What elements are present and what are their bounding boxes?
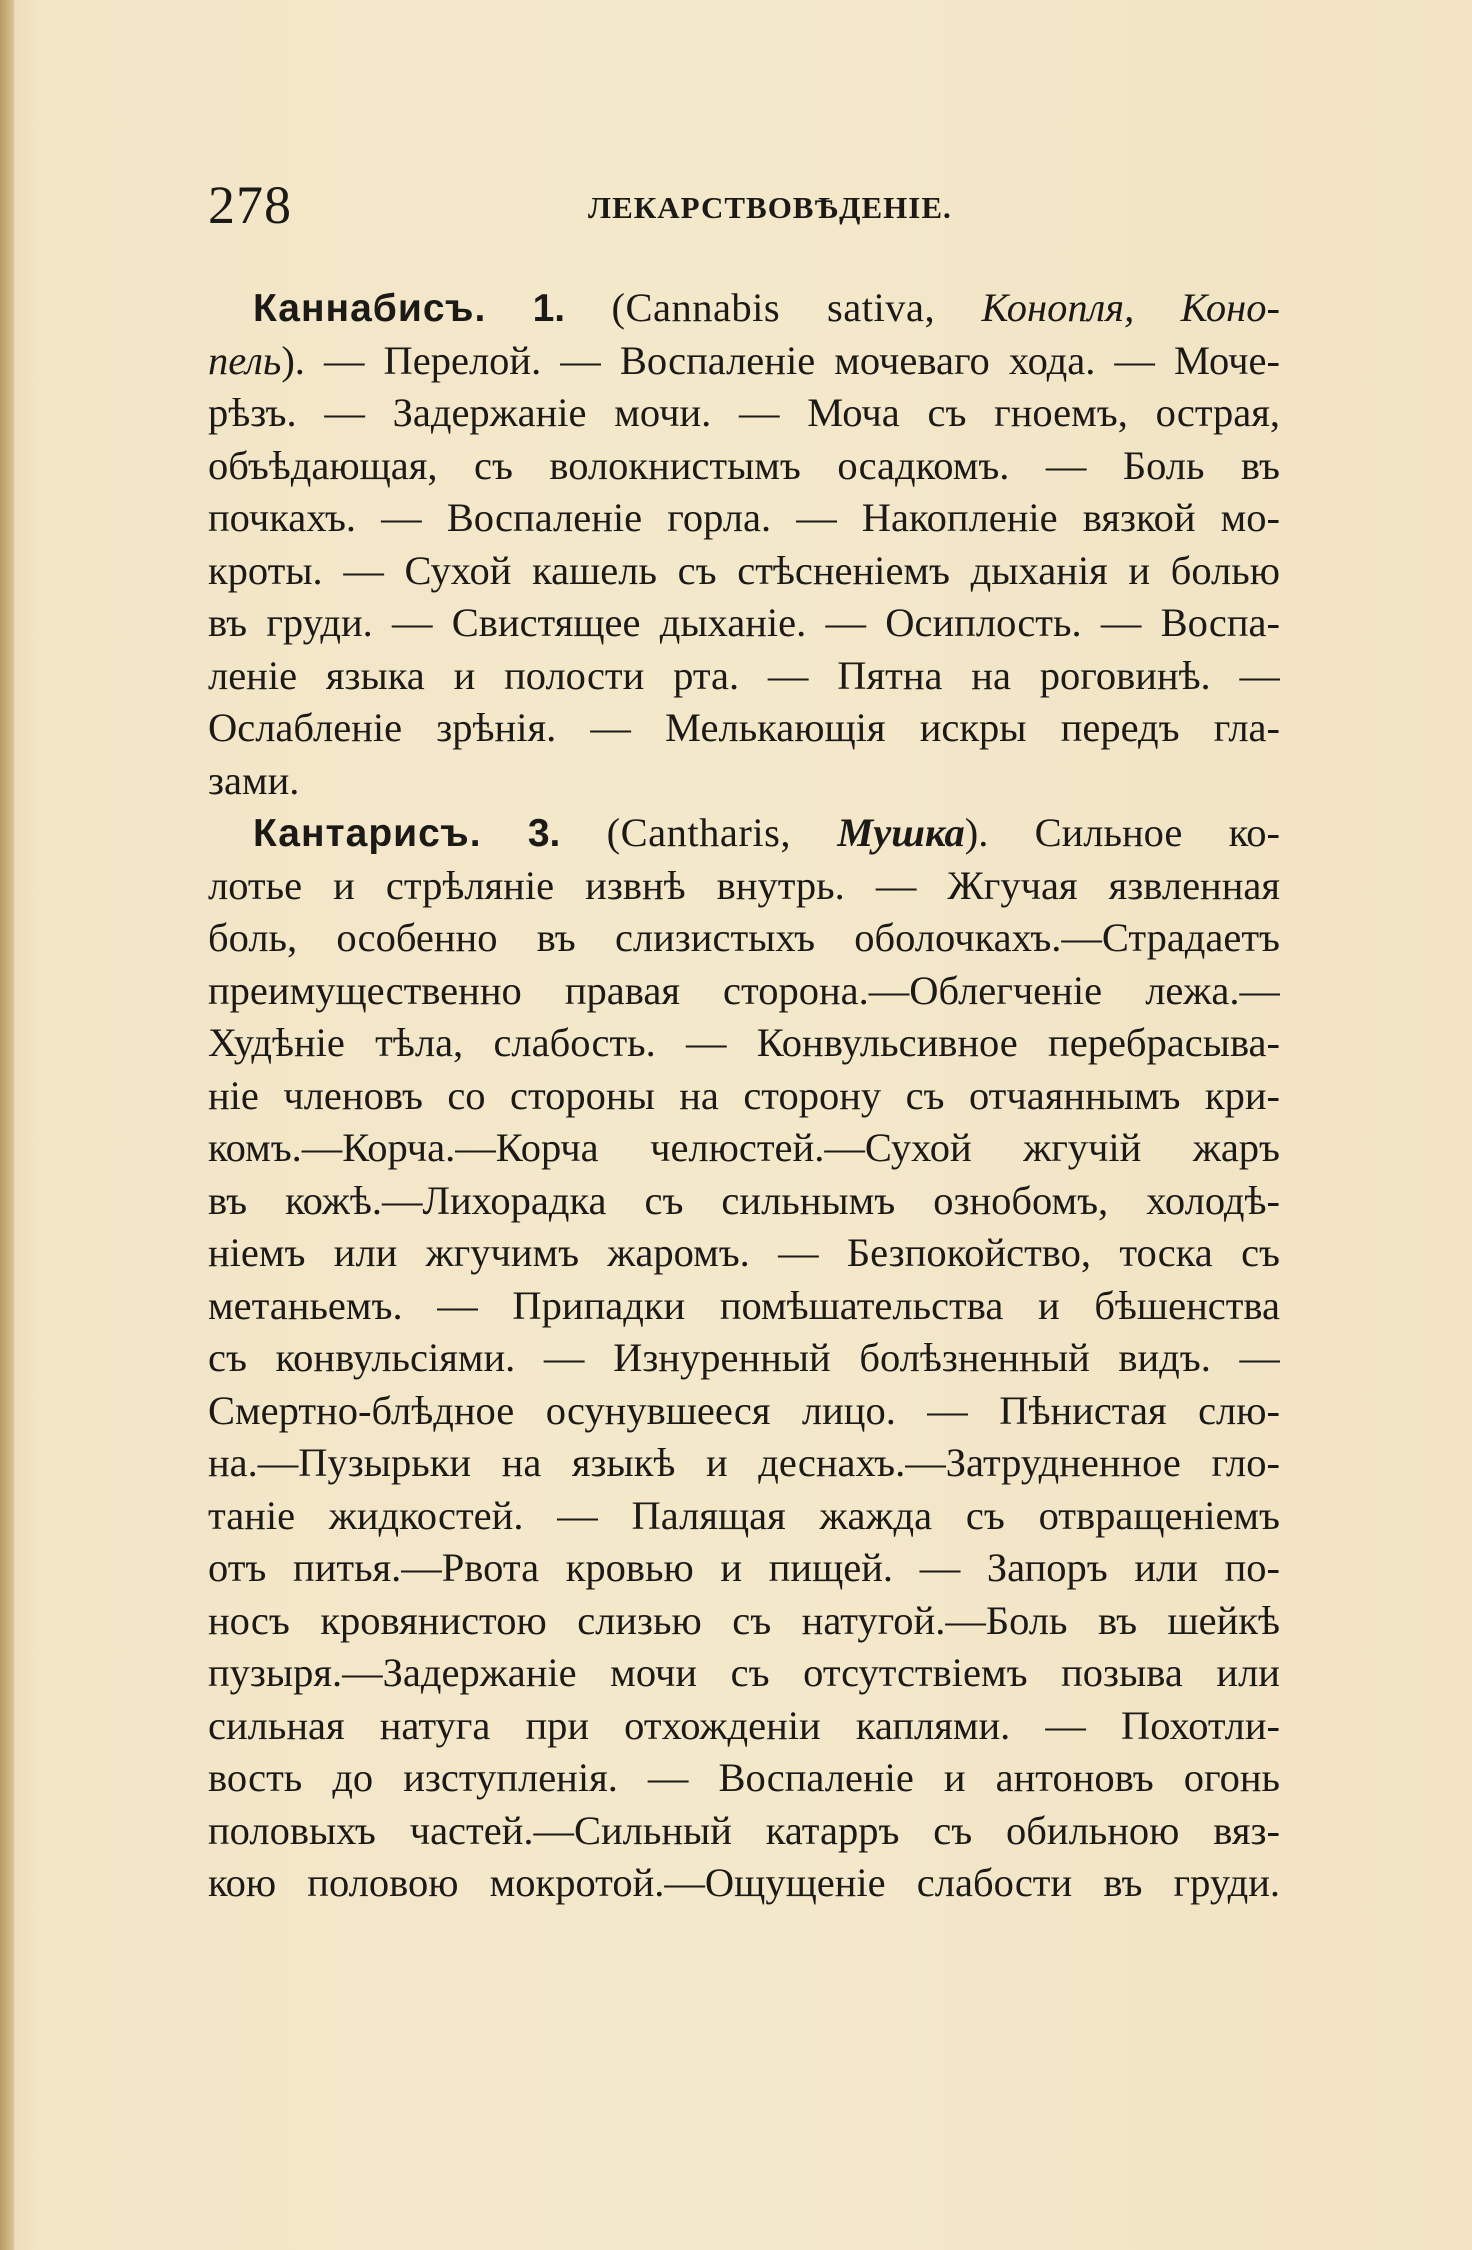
entry-number-cannabis: 1. [532,287,566,330]
text-line: Худѣніе тѣла, слабость. — Конвульсивное перебрасыва- [208,1020,1280,1065]
text-line: боль, особенно въ слизистыхъ оболочкахъ.—Страдаетъ [208,915,1280,960]
text-line: таніе жидкостей. — Палящая жажда съ отвращеніемъ [208,1492,1280,1538]
text-line: комъ.—Корча.—Корча челюстей.—Сухой жгучій жаръ [208,1125,1280,1170]
page-number: 278 [208,175,292,235]
entry-number-cantharis: 3. [527,812,561,855]
russian-name-konoplya: Конопля, [981,285,1135,330]
text-line: сильная натуга при отхожденіи каплями. — Похотли- [208,1702,1280,1748]
text-line: кроты. — Сухой кашель съ стѣсненіемъ дыханія и болью [208,547,1280,593]
running-head [208,170,1280,240]
text-line: Ослабленіе зрѣнія. — Мелькающія искры передъ гла- [208,705,1280,750]
text-line: съ конвульсіями. — Изнуренный болѣзненный видъ. — [208,1335,1280,1380]
text-line: въ кожѣ.—Лихорадка съ сильнымъ ознобомъ, холодѣ- [208,1177,1280,1223]
text-fragment: ). Сильное ко- [964,810,1280,855]
russian-name-konopel-part1: Коно- [1180,285,1280,330]
text-line: почкахъ. — Воспаленіе горла. — Накопленіе вязкой мо- [208,495,1280,540]
text-line: леніе языка и полости рта. — Пятна на роговинѣ. — [208,652,1280,698]
text-line: объѣдающая, съ волокнистымъ осадкомъ. — Боль въ [208,442,1280,488]
entry-cantharis-line-1 [208,807,1280,860]
russian-name-mushka: Мушка [837,810,965,855]
text-line: пузыря.—Задержаніе мочи съ отсутствіемъ позыва или [208,1650,1280,1695]
latin-name-cantharis: (Cantharis, [606,810,791,855]
text-line: ). — Перелой. — Воспаленіе мочеваго хода. — Моче- [281,337,1280,383]
page-spine-edge [0,0,14,2250]
text-line: ніемъ или жгучимъ жаромъ. — Безпокойство, тоска съ [208,1230,1280,1275]
text-line: половыхъ частей.—Сильный катарръ съ обильною вяз- [208,1807,1280,1853]
entry-title-cannabis: Каннабисъ. [253,287,487,330]
latin-name-cannabis: (Cannabis sativa, [611,285,936,330]
entry-title-cantharis: Кантарисъ. [253,812,482,855]
text-line: вость до изступленія. — Воспаленіе и антоновъ огонь [208,1755,1280,1800]
text-line: Смертно-блѣдное осунувшееся лицо. — Пѣнистая слю- [208,1387,1280,1433]
text-line: преимущественно правая сторона.—Облегченіе лежа.— [208,967,1280,1013]
entry-cannabis-line-2 [208,335,1280,388]
russian-name-konopel-part2: пель [208,337,282,383]
text-line: кою половою мокротой.—Ощущеніе слабости въ груди. [208,1860,1280,1905]
text-line: на.—Пузырьки на языкѣ и деснахъ.—Затрудненное гло- [208,1440,1280,1485]
text-line: ніе членовъ со стороны на сторону съ отчаяннымъ кри- [208,1072,1280,1118]
text-line: отъ питья.—Рвота кровью и пищей. — Запоръ или по- [208,1545,1280,1590]
entry-cannabis-line-1 [208,282,1280,335]
body-text [208,282,1280,1910]
text-line: зами. [208,757,300,803]
text-line: носъ кровянистою слизью съ натугой.—Боль въ шейкѣ [208,1597,1280,1643]
running-title: ЛЕКАРСТВОВѢДЕНІЕ. [588,190,952,225]
text-line: рѣзъ. — Задержаніе мочи. — Моча съ гноемъ, острая, [208,390,1280,435]
text-line: въ груди. — Свистящее дыханіе. — Осиплость. — Воспа- [208,600,1280,645]
text-line: лотье и стрѣляніе извнѣ внутрь. — Жгучая язвленная [208,862,1280,908]
text-line: метаньемъ. — Припадки помѣшательства и бѣшенства [208,1282,1280,1328]
